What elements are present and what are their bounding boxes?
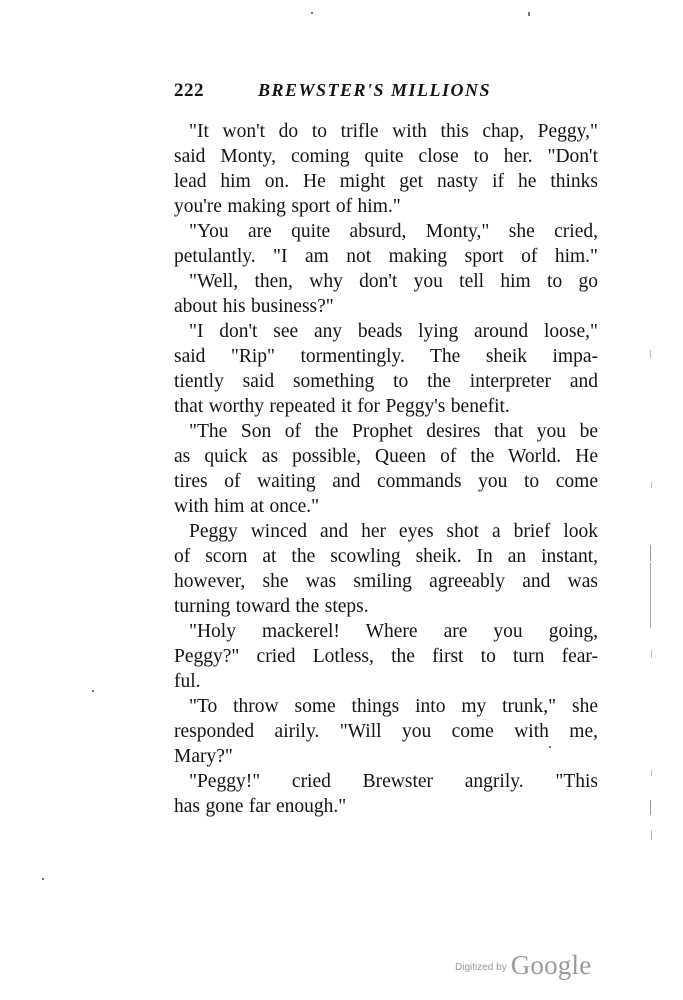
scan-edge-line: [650, 800, 651, 815]
scan-speck: [42, 878, 44, 880]
scan-speck: [549, 746, 551, 748]
digitized-watermark: [455, 950, 591, 981]
scan-speck: [92, 690, 94, 692]
scan-edge-line: [650, 545, 651, 561]
text-line: Peggy winced and her eyes shot a brief look: [189, 521, 598, 542]
scan-speck: [651, 650, 652, 658]
text-line: with him at once.": [174, 496, 320, 517]
text-line: about his business?": [174, 296, 334, 317]
text-line: that worthy repeated it for Peggy's benefit.: [174, 396, 510, 417]
text-line: turning toward the steps.: [174, 596, 369, 617]
page-number: 222: [174, 80, 204, 101]
text-line: "I don't see any beads lying around loose,": [189, 321, 598, 342]
scan-speck: [651, 770, 652, 776]
text-line: "The Son of the Prophet desires that you be: [189, 421, 598, 442]
scan-speck: [528, 12, 530, 16]
text-line: of scorn at the scowling sheik. In an instant,: [174, 546, 598, 567]
text-line: "Peggy!" cried Brewster angrily. "This: [189, 771, 598, 792]
scan-speck: [311, 12, 313, 14]
scan-edge-line: [650, 563, 651, 628]
text-line: Mary?": [174, 746, 233, 767]
text-line: has gone far enough.": [174, 796, 347, 817]
text-line: "You are quite absurd, Monty," she cried,: [189, 221, 598, 242]
text-line: as quick as possible, Queen of the World. He: [174, 446, 598, 467]
text-line: Peggy?" cried Lotless, the first to turn fear-: [174, 646, 598, 667]
text-line: responded airily. "Will you come with me,: [174, 721, 598, 742]
text-line: tires of waiting and commands you to come: [174, 471, 598, 492]
text-line: said Monty, coming quite close to her. "Don't: [174, 146, 598, 167]
scan-speck: [651, 830, 652, 840]
text-line: "Well, then, why don't you tell him to go: [189, 271, 598, 292]
text-line: ful.: [174, 671, 201, 692]
text-line: lead him on. He might get nasty if he thinks: [174, 171, 598, 192]
running-head: BREWSTER'S MILLIONS: [258, 80, 492, 100]
text-line: however, she was smiling agreeably and was: [174, 571, 598, 592]
scan-speck: [650, 350, 651, 358]
text-line: tiently said something to the interpreter and: [174, 371, 598, 392]
text-line: said "Rip" tormentingly. The sheik impa-: [174, 346, 598, 367]
watermark-prefix: Digitized by: [455, 962, 507, 973]
body-text: [174, 119, 598, 819]
text-line: you're making sport of him.": [174, 196, 401, 217]
google-logo: Google: [510, 950, 592, 980]
text-line: "To throw some things into my trunk," she: [189, 696, 598, 717]
text-line: "It won't do to trifle with this chap, Peggy,": [189, 121, 598, 142]
text-line: "Holy mackerel! Where are you going,: [189, 621, 598, 642]
scan-speck: [651, 482, 652, 488]
text-line: petulantly. "I am not making sport of him.": [174, 246, 598, 267]
